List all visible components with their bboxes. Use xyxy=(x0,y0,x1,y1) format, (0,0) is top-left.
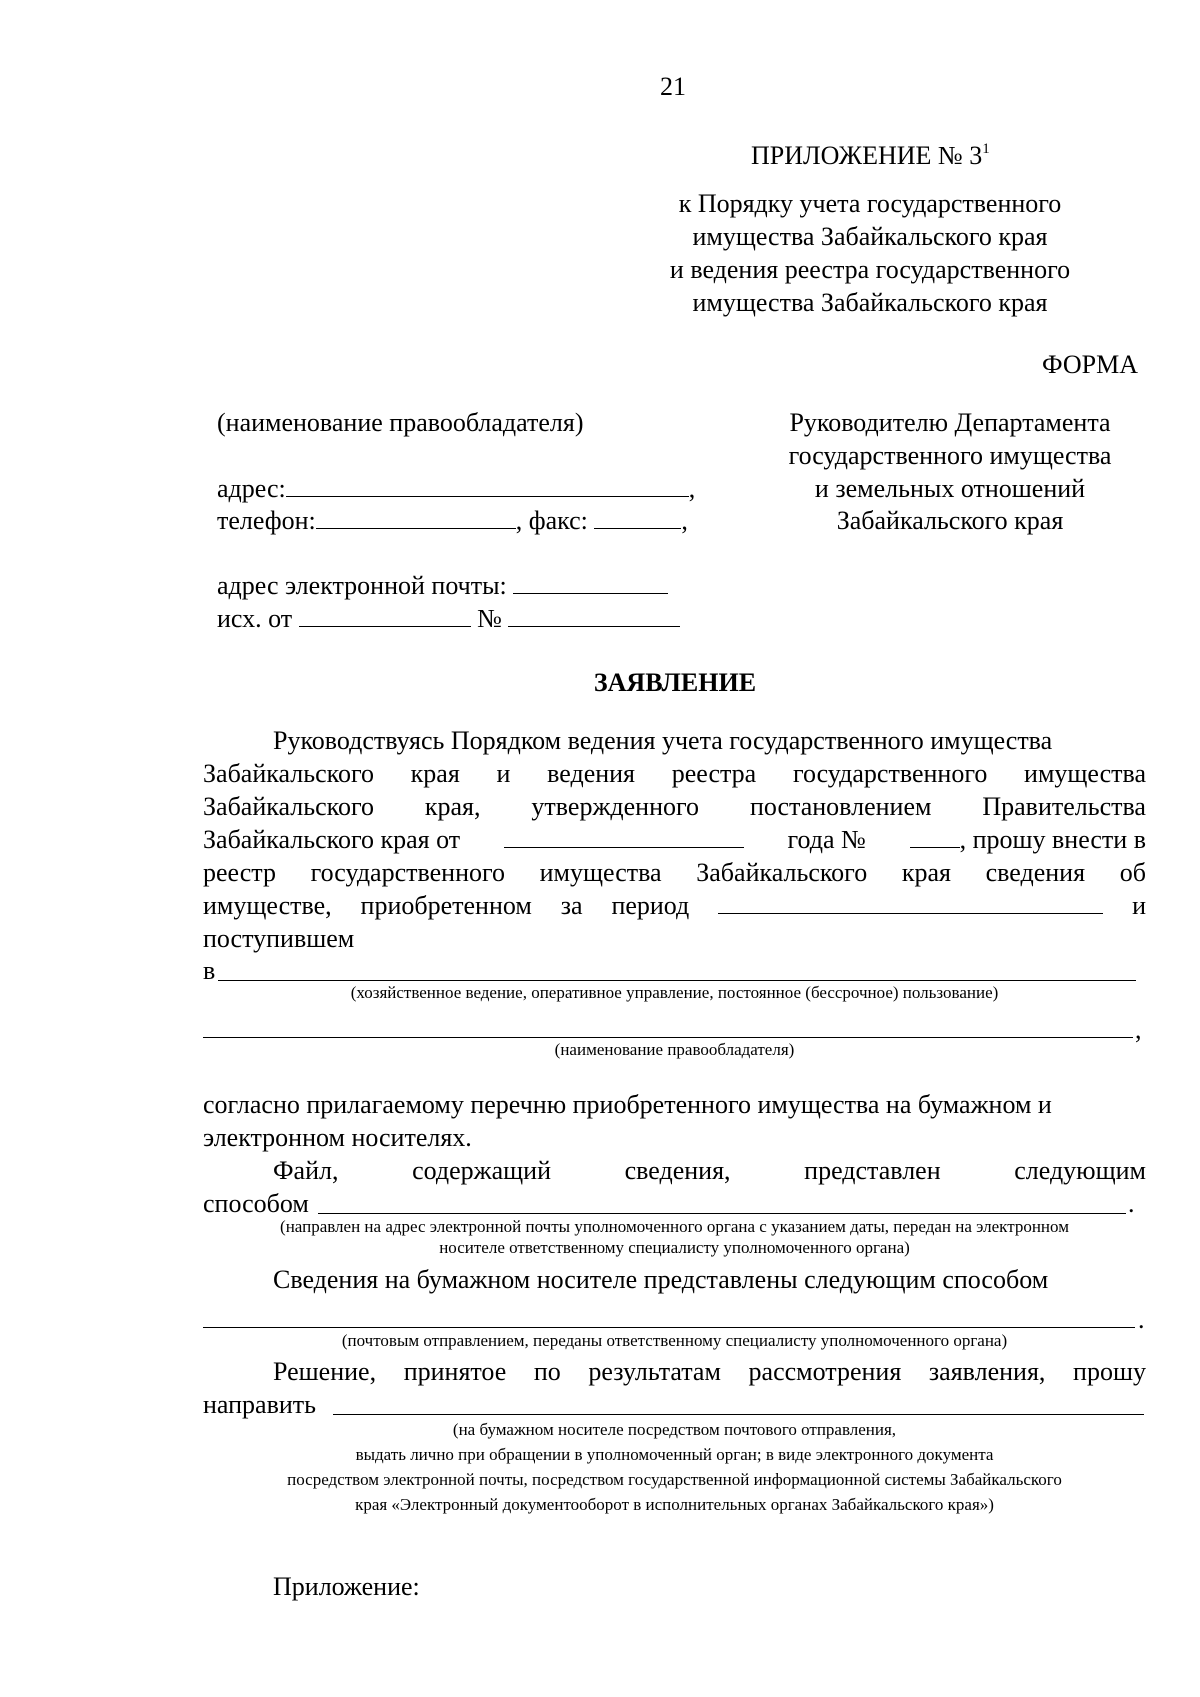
p1-line-7: поступившем xyxy=(203,924,355,953)
p5-line-1: Решение, принятое по результатам рассмотрения заявления, прошу xyxy=(273,1357,1146,1386)
caption-decision-3: посредством электронной почты, посредством государственной информационной системы Забайкальского xyxy=(287,1470,1062,1489)
appendix-line-2: имущества Забайкальского края xyxy=(692,222,1048,251)
page-number: 21 xyxy=(660,72,686,101)
decree-number-field[interactable] xyxy=(910,825,960,848)
holder-comma: , xyxy=(1135,1015,1142,1044)
file-method-field[interactable] xyxy=(318,1213,1126,1214)
recipient-line-3: и земельных отношений xyxy=(814,474,1086,503)
address-field[interactable] xyxy=(286,474,689,497)
p3-line-2: способом xyxy=(203,1189,309,1218)
email-label: адрес электронной почты: xyxy=(217,571,507,600)
p1-line-6: имуществе, приобретенном за период и xyxy=(203,891,1146,920)
caption-rights: (хозяйственное ведение, оперативное управление, постоянное (бессрочное) пользование) xyxy=(350,983,999,1002)
caption-decision-1: (на бумажном носителе посредством почтового отправления, xyxy=(452,1420,897,1439)
holder-field[interactable] xyxy=(203,1037,1133,1038)
attachment-label: Приложение: xyxy=(273,1572,420,1601)
email-field[interactable] xyxy=(513,571,668,594)
sender-email-row xyxy=(217,571,668,601)
phone-field[interactable] xyxy=(316,506,516,529)
form-label: ФОРМА xyxy=(1042,350,1138,379)
period-field[interactable] xyxy=(718,891,1103,914)
caption-file-1: (направлен на адрес электронной почты уполномоченного органа с указанием даты, передан на электронном xyxy=(280,1217,1069,1236)
recipient-line-1: Руководителю Департамента xyxy=(789,408,1111,437)
p1-line-5: реестр государственного имущества Забайкальского края сведения об xyxy=(203,858,1146,887)
appendix-line-4: имущества Забайкальского края xyxy=(692,288,1048,317)
appendix-line-3: и ведения реестра государственного xyxy=(669,255,1071,284)
recipient-line-4: Забайкальского края xyxy=(836,506,1064,535)
appendix-superscript: 1 xyxy=(982,141,990,157)
p5-line-2: направить xyxy=(203,1390,316,1419)
statement-title: ЗАЯВЛЕНИЕ xyxy=(593,668,757,697)
p2-line-2: электронном носителях. xyxy=(203,1123,472,1152)
decision-method-field[interactable] xyxy=(333,1414,1144,1415)
recipient-line-2: государственного имущества xyxy=(788,441,1112,470)
sender-name-label: (наименование правообладателя) xyxy=(217,408,584,437)
p1-line-2: Забайкальского края и ведения реестра государственного имущества xyxy=(203,759,1146,788)
rights-field[interactable] xyxy=(218,980,1136,981)
decree-date-field[interactable] xyxy=(504,825,744,848)
caption-decision-2: выдать лично при обращении в уполномоченный орган; в виде электронного документа xyxy=(355,1445,994,1464)
caption-paper: (почтовым отправлением, переданы ответственному специалисту уполномоченного органа) xyxy=(341,1331,1008,1350)
fax-label: , факс: xyxy=(515,506,588,535)
p1-line-1: Руководствуясь Порядком ведения учета государственного имущества xyxy=(273,726,1053,755)
sender-phone-row: телефон: , факс: , xyxy=(217,506,688,535)
file-method-period: . xyxy=(1128,1189,1135,1218)
outgoing-row xyxy=(217,604,680,634)
p2-line-1: согласно прилагаемому перечню приобретенного имущества на бумажном и xyxy=(203,1090,1052,1119)
phone-label: телефон: xyxy=(217,506,316,535)
caption-holder: (наименование правообладателя) xyxy=(554,1040,795,1059)
p4-line-1: Сведения на бумажном носителе представлены следующим способом xyxy=(273,1265,1049,1294)
sender-address-row: адрес: , xyxy=(217,474,696,503)
outgoing-date-field[interactable] xyxy=(299,604,471,627)
outgoing-number-sign: № xyxy=(477,604,502,633)
p3-line-1: Файл, содержащий сведения, представлен следующим xyxy=(273,1156,1146,1185)
appendix-line-1: к Порядку учета государственного xyxy=(678,189,1062,218)
p1-line-4: Забайкальского края от года № , прошу внести в xyxy=(203,825,1146,854)
fax-field[interactable] xyxy=(594,506,681,529)
appendix-title: ПРИЛОЖЕНИЕ № $3^1$ xyxy=(751,141,990,170)
paper-method-field[interactable] xyxy=(203,1327,1135,1328)
in-prefix: в xyxy=(203,956,216,985)
caption-file-2: носителе ответственному специалисту уполномоченного органа) xyxy=(439,1238,910,1257)
caption-decision-4: края «Электронный документооборот в исполнительных органах Забайкальского края») xyxy=(355,1495,994,1514)
outgoing-number-field[interactable] xyxy=(508,604,680,627)
outgoing-label: исх. от xyxy=(217,604,293,633)
p1-line-3: Забайкальского края, утвержденного постановлением Правительства xyxy=(203,792,1146,821)
paper-method-period: . xyxy=(1138,1305,1145,1334)
address-label: адрес: xyxy=(217,474,286,503)
